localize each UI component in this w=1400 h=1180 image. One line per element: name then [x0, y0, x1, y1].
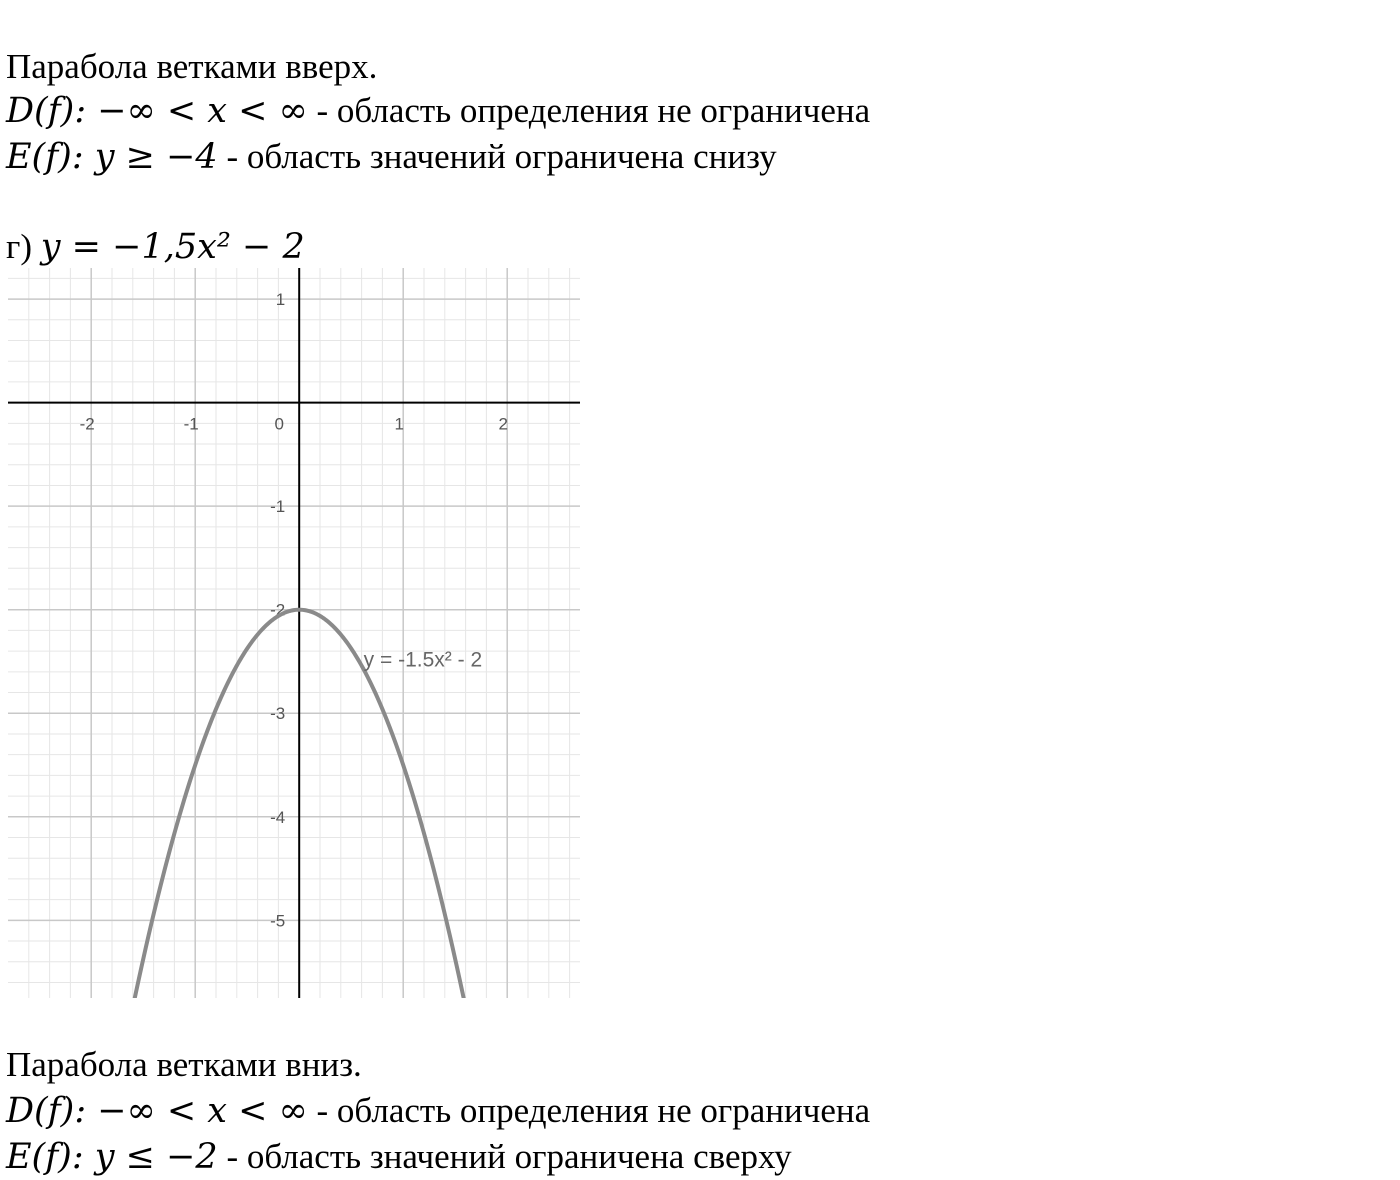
bottom-line-1 — [6, 1042, 362, 1088]
y-tick-label: -1 — [270, 497, 286, 517]
x-tick-label: 1 — [394, 414, 404, 434]
y-tick-label: 1 — [275, 290, 286, 310]
top-description: Парабола ветками вверх. — [6, 47, 378, 86]
item-label: г) — [6, 227, 33, 266]
y-tick-label: -4 — [270, 807, 286, 827]
y-tick-label: -3 — [270, 704, 286, 724]
x-tick-label: -2 — [79, 414, 95, 434]
bottom-range-text: - область значений ограничена сверху — [217, 1137, 792, 1176]
bottom-domain-formula: D(f): −∞ < x < ∞ — [6, 1091, 308, 1131]
item-heading — [6, 224, 305, 270]
y-tick-label: -5 — [270, 911, 286, 931]
top-line-1 — [6, 44, 377, 90]
bottom-line-3 — [6, 1134, 792, 1180]
y-tick-label: -2 — [270, 600, 286, 620]
parabola-graph — [8, 268, 580, 998]
top-range-text: - область значений ограничена снизу — [217, 137, 777, 176]
x-tick-label: 0 — [274, 414, 284, 434]
top-range-formula: E(f): y ≥ −4 — [6, 137, 218, 177]
x-tick-label: -1 — [183, 414, 199, 434]
bottom-domain-text: - область определения не ограничена — [307, 1091, 871, 1130]
top-line-2 — [6, 88, 870, 134]
curve-annotation: y = -1.5x² - 2 — [363, 648, 483, 672]
top-domain-formula: D(f): −∞ < x < ∞ — [6, 91, 308, 131]
item-formula: y = −1,5x² − 2 — [40, 227, 305, 267]
bottom-range-formula: E(f): y ≤ −2 — [6, 1137, 218, 1177]
bottom-line-2 — [6, 1088, 870, 1134]
x-tick-label: 2 — [498, 414, 508, 434]
top-line-3 — [6, 134, 777, 180]
bottom-description: Парабола ветками вниз. — [6, 1045, 362, 1084]
top-domain-text: - область определения не ограничена — [307, 91, 871, 130]
